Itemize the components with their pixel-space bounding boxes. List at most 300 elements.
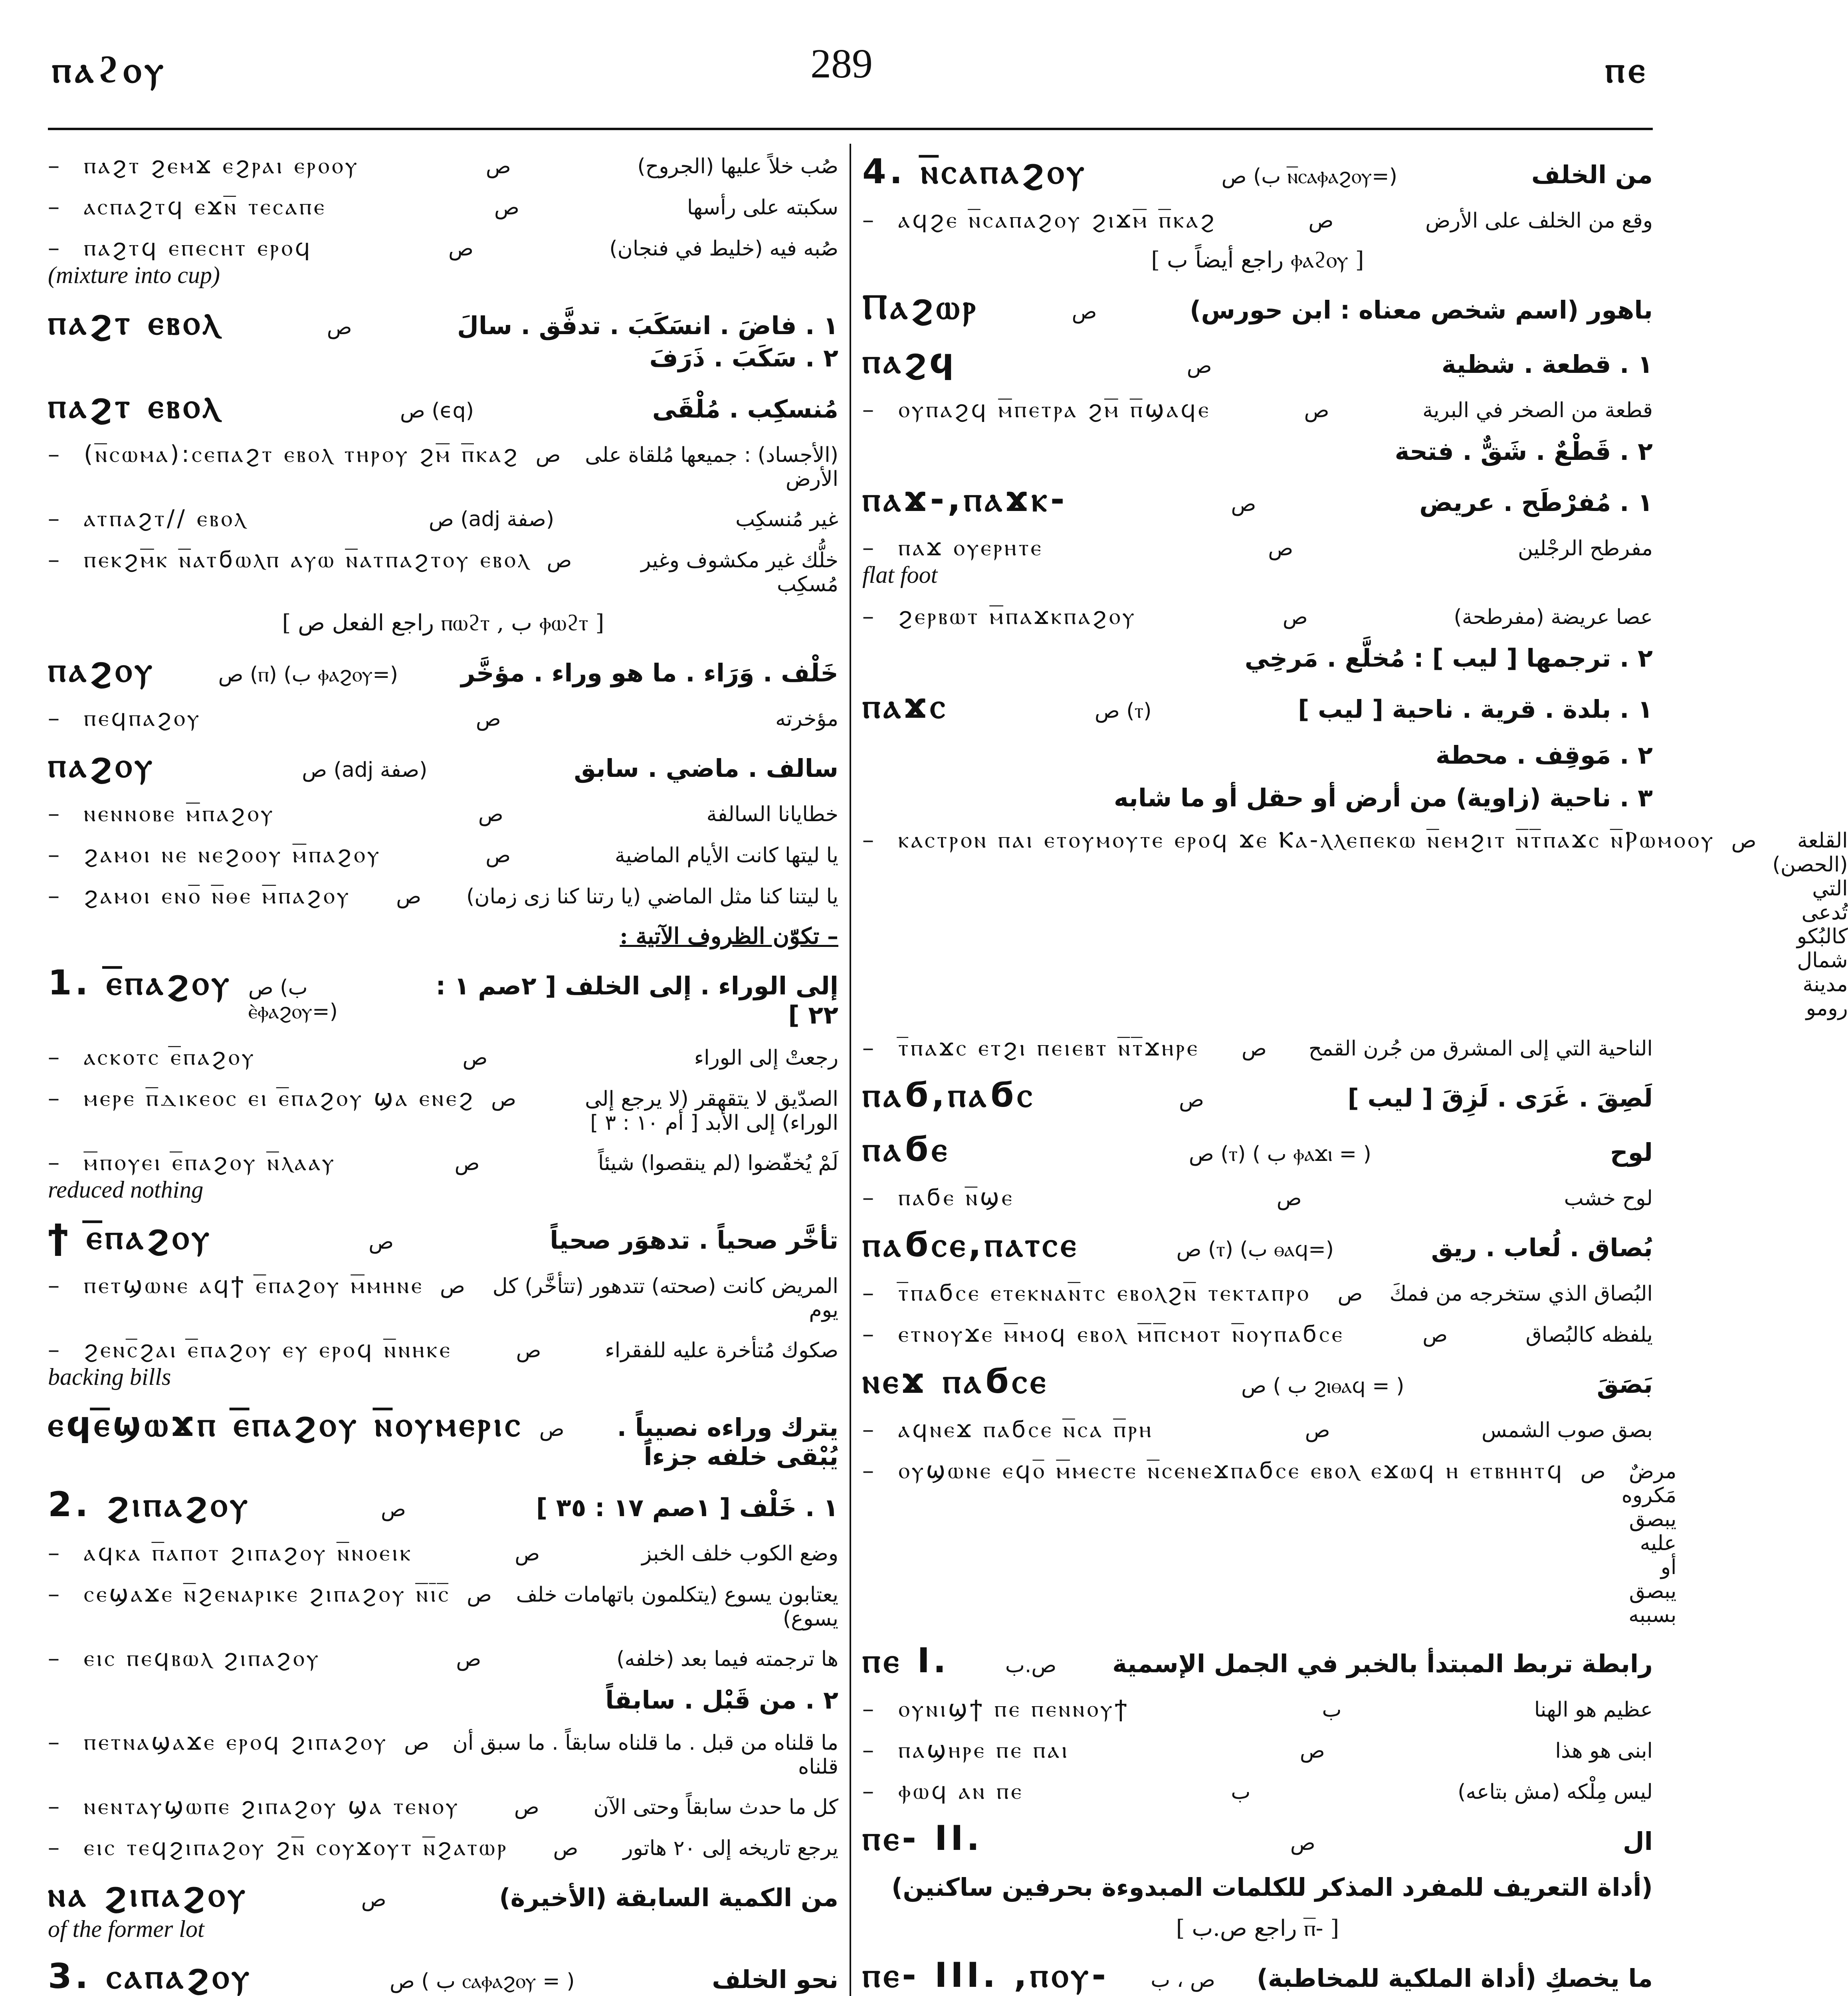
arabic-gloss: صُب خلاً عليها (الجروح): [637, 154, 838, 178]
arabic-gloss: المريض كانت (صحته) تتدهور (تتأخَّر) كل يوم: [492, 1274, 838, 1322]
headword-line: [48, 303, 838, 343]
arabic-gloss: ١ . قطعة . شظية: [1441, 350, 1653, 379]
coptic-text: 3. ⲥⲁⲡⲁϩⲟⲩ: [48, 1956, 253, 1996]
coptic-text: ⲛⲉϫ ⲡⲁϭⲥⲉ: [862, 1361, 1049, 1401]
example-line: [862, 1736, 1653, 1764]
dictionary-entry: [48, 1956, 838, 1996]
dictionary-entry: [48, 1336, 838, 1391]
dialect-tag: ص: [491, 1087, 517, 1111]
dictionary-entry: [48, 546, 838, 596]
dialect-tag: ص: [535, 443, 561, 467]
coptic-text: ⲡⲁϭⲉ: [862, 1129, 950, 1169]
dictionary-entry: [862, 1873, 1653, 1902]
coptic-text: ⲡⲁϩϥ: [862, 341, 957, 381]
dictionary-entry: [48, 303, 838, 372]
dictionary-entry: [862, 1184, 1653, 1211]
headword-line: [862, 1129, 1653, 1170]
dictionary-entry: [862, 1416, 1653, 1443]
coptic-text: – ⲉⲧⲛⲟⲩϫⲉ ⲙ̅ⲙⲟϥ ⲉⲃⲟⲗ ⲙ̅ⲡ̅ⲥⲙⲟⲧ ⲛ̅ⲟⲩⲡⲁϭⲥⲉ: [898, 1320, 1345, 1347]
headword-line: [862, 1955, 1653, 1996]
dictionary-entry: [48, 152, 838, 179]
arabic-gloss: سالف . ماضي . سابق: [574, 754, 838, 783]
coptic-text: 4. ⲛ̅ⲥⲁⲡⲁϩⲟⲩ: [862, 152, 1087, 192]
arabic-gloss: ما يخصكِ (أداة الملكية للمخاطبة): [1256, 1964, 1653, 1993]
dictionary-entry: [48, 963, 838, 1030]
coptic-text: – ⲡⲁϫ ⲟⲩⲉⲣⲏⲧⲉ: [898, 534, 1044, 561]
dialect-tag: ص: [1290, 1831, 1315, 1855]
header-left-headword: ⲡⲁϩⲟⲩ: [52, 48, 168, 91]
arabic-gloss: خلُّك غير مكشوف وغير مُسكِب: [641, 549, 838, 596]
headword-line: [48, 745, 838, 786]
dialect-tag: ص: [514, 1795, 539, 1819]
coptic-text: – ⲁϥⲛⲉϫ ⲡⲁϭⲥⲉ ⲛ̅ⲥⲁ ⲡ̅ⲣⲏ: [898, 1416, 1154, 1443]
dictionary-entry: [862, 437, 1653, 466]
arabic-sense: ٢ . من قَبْل . سابقاً: [605, 1685, 838, 1715]
arabic-gloss: يا ليتها كانت الأيام الماضية: [614, 844, 838, 867]
arabic-sense: ٣ . ناحية (زاوية) من أرض أو حقل أو ما شابه: [1114, 783, 1653, 812]
arabic-gloss: عصا عريضة (مفرطحة): [1454, 605, 1653, 629]
dictionary-entry: [48, 1084, 838, 1135]
headword-line: [862, 287, 1653, 328]
dictionary-entry: [862, 1225, 1653, 1265]
dictionary-entry: [48, 193, 838, 220]
headword-line: [862, 341, 1653, 382]
arabic-gloss: (الأجساد) : جميعها مُلقاة على الأرض: [585, 443, 838, 491]
headword-line: [862, 1225, 1653, 1265]
headword-line: [862, 1641, 1653, 1681]
dictionary-entry: [48, 386, 838, 427]
headword-line: [48, 1956, 838, 1996]
example-line: [862, 1777, 1653, 1805]
dialect-tag: ص: [368, 1230, 394, 1254]
dialect-tag: ص: [456, 1647, 481, 1671]
dialect-tag: ص: [1186, 354, 1212, 378]
dictionary-entry: [48, 841, 838, 868]
dialect-tag: ص: [485, 154, 511, 178]
dictionary-entry: [862, 1075, 1653, 1116]
arabic-gloss: مؤخرته: [775, 707, 838, 731]
dictionary-entry: [862, 741, 1653, 770]
coptic-text: ⲡⲁϭⲥⲉ,ⲡⲁⲧⲥⲉ: [862, 1225, 1079, 1265]
arabic-gloss: غير مُنسكِب: [735, 507, 838, 531]
arabic-gloss: وضع الكوب خلف الخبز: [642, 1542, 838, 1566]
arabic-gloss: يعتابون يسوع (يتكلمون باتهامات خلف يسوع): [516, 1583, 838, 1631]
dialect-tag: ص: [1299, 1739, 1325, 1763]
arabic-gloss: عظيم هو الهنا: [1534, 1698, 1653, 1722]
headword-line: [48, 963, 838, 1030]
arabic-gloss: البُصاق الذي ستخرجه من فمكَ: [1389, 1282, 1653, 1306]
english-gloss: (mixture into cup): [48, 262, 220, 288]
arabic-gloss: ١ . مُفرْطَح . عريض: [1419, 488, 1653, 517]
dialect-tag: ص: [494, 196, 519, 220]
coptic-text: – ⲧ̅ⲡⲁϫⲥ ⲉⲧϩⲓ ⲡⲉⲓⲉⲃⲧ ⲛ̅ⲧ̅ϫⲏⲣⲉ: [898, 1034, 1200, 1061]
coptic-text: ⲡⲉ- III. ,ⲡⲟⲩ-: [862, 1955, 1109, 1995]
example-line: [862, 1695, 1653, 1723]
arabic-gloss: بَصَقَ: [1596, 1370, 1653, 1399]
dialect-tag: ص: [1580, 1459, 1606, 1483]
coptic-text: – ⲉⲓⲥ ⲧⲉϥϩⲓⲡⲁϩⲟⲩ ϩⲛ̅ ⲥⲟⲩϫⲟⲩⲧ ⲛ̅ϩⲁⲧⲱⲣ: [84, 1834, 509, 1861]
dictionary-entry: [862, 534, 1653, 589]
dialect-tag: ص (adj صفة): [428, 507, 555, 531]
arabic-gloss: من الخلف: [1531, 160, 1653, 189]
arabic-gloss: رابطة تربط المبتدأ بالخبر في الجمل الإسمية: [1112, 1649, 1653, 1678]
example-line: [48, 546, 838, 596]
coptic-text: – ⲛⲉⲛⲛⲟⲃⲉ ⲙ̅ⲡⲁϩⲟⲩ: [84, 800, 275, 827]
example-line: [48, 193, 838, 220]
coptic-text: ⲡⲁϩⲧ ⲉⲃⲟⲗ: [48, 303, 222, 343]
arabic-gloss: ما قلناه من قبل . ما قلناه سابقاً . ما سبق أن قلناه: [452, 1731, 838, 1779]
coptic-text: 2. ϩⲓⲡⲁϩⲟⲩ: [48, 1485, 251, 1525]
coptic-text: ⲛⲁ ϩⲓⲡⲁϩⲟⲩ: [48, 1875, 249, 1915]
coptic-text: ⲡⲁϩⲧ ⲉⲃⲟⲗ: [48, 386, 222, 426]
coptic-text: – ⲙ̅ⲡⲟⲩⲉⲓ ⲉ̅ⲡⲁϩⲟⲩ ⲛ̅ⲗⲁⲁⲩ: [84, 1148, 337, 1176]
dialect-tag: ص: [1282, 605, 1308, 629]
example-line: [862, 534, 1653, 561]
coptic-text: – ⲥⲉϣⲁϫⲉ ⲛ̅ϩⲉⲛⲁⲣⲓⲕⲉ ϩⲓⲡⲁϩⲟⲩ ⲛ̅ⲓ̅ⲥ̅: [84, 1580, 451, 1607]
dictionary-entry: [862, 152, 1653, 192]
dictionary-entry: [862, 644, 1653, 673]
dialect-tag: ص: [404, 1731, 430, 1755]
dictionary-entry: [862, 686, 1653, 727]
coptic-text: Ⲡⲁϩⲱⲣ: [862, 287, 979, 327]
coptic-text: – ⲡⲉϥⲡⲁϩⲟⲩ: [84, 704, 202, 731]
dictionary-entry: [862, 1457, 1677, 1627]
dictionary-entry: [862, 396, 1653, 423]
arabic-gloss: رجعتْ إلى الوراء: [694, 1046, 838, 1070]
dictionary-entry: [48, 1539, 838, 1566]
dictionary-entry: [48, 1792, 838, 1820]
dictionary-entry: [862, 1777, 1653, 1805]
example-line: [48, 440, 838, 491]
example-line: [48, 234, 838, 261]
dialect-tag: ص: [327, 315, 352, 339]
header-rule: [48, 128, 1653, 130]
dictionary-entry: [862, 1955, 1653, 1996]
coptic-text: – ⲁϥϩⲉ ⲛ̅ⲥⲁⲡⲁϩⲟⲩ ϩⲓϫⲙ̅ ⲡ̅ⲕⲁϩ: [898, 206, 1217, 233]
coptic-text: – ⲁⲥⲡⲁϩⲧϥ ⲉϫⲛ̅ ⲧⲉⲥⲁⲡⲉ: [84, 193, 327, 220]
example-line: [862, 1320, 1653, 1348]
example-line: [48, 704, 838, 732]
dictionary-entry: [862, 287, 1653, 328]
dialect-tag: ص: [467, 1583, 492, 1607]
page-number: 289: [810, 41, 873, 87]
dictionary-entry: [862, 783, 1653, 812]
arabic-gloss: من الكمية السابقة (الأخيرة): [499, 1883, 838, 1912]
coptic-text: – ⲙⲉⲣⲉ ⲡ̅ⲇⲓⲕⲉⲟⲥ ⲉⲓ ⲉ̅ⲡⲁϩⲟⲩ ϣⲁ ⲉⲛⲉϩ: [84, 1084, 475, 1111]
example-line: [48, 152, 838, 179]
dialect-tag: ص: [381, 1497, 406, 1521]
headword-line: [862, 1361, 1653, 1402]
arabic-gloss: ١ . خَلْف [ ١صم ١٧ : ٣٥ ]: [536, 1493, 838, 1522]
dictionary-entry: [862, 247, 1653, 273]
dictionary-entry: [862, 206, 1653, 234]
dictionary-entry: [48, 505, 838, 532]
dialect-tag: ص.ب: [1005, 1653, 1057, 1677]
coptic-text: – ⲁϥⲕⲁ ⲡ̅ⲁⲡⲟⲧ ϩⲓⲡⲁϩⲟⲩ ⲛ̅ⲛⲟⲉⲓⲕ: [84, 1539, 413, 1566]
english-gloss: backing bills: [48, 1364, 171, 1390]
dictionary-entry: [48, 1580, 838, 1631]
dialect-tag: ص (ⲧ) ( ب ⲫⲁϫⲓ = ): [1188, 1142, 1371, 1166]
dialect-tag: ص: [1242, 1037, 1267, 1061]
coptic-text: – ⲡⲉⲧⲛⲁϣⲁϫⲉ ⲉⲣⲟϥ ϩⲓⲡⲁϩⲟⲩ: [84, 1728, 388, 1755]
dialect-tag: ص: [547, 549, 572, 572]
dictionary-entry: [862, 1818, 1653, 1859]
example-line: [48, 1336, 838, 1363]
coptic-text: – ϩⲉⲛⲥ̅ϩⲁⲓ ⲉ̅ⲡⲁϩⲟⲩ ⲉⲩ ⲉⲣⲟϥ ⲛ̅ⲛⲏⲕⲉ: [84, 1336, 452, 1363]
dictionary-entry: [48, 1404, 838, 1471]
coptic-text: ⲉϥⲉ̅ϣⲱϫⲡ ⲉ̅ⲡⲁϩⲟⲩ ⲛ̅ⲟⲩⲙⲉⲣⲓⲥ: [48, 1404, 523, 1444]
coptic-text: ⲡⲁϩⲟⲩ: [48, 745, 156, 785]
coptic-text: ⲡⲉ- II.: [862, 1818, 983, 1858]
arabic-gloss: بُصاق . لُعاب . ريق: [1431, 1233, 1653, 1262]
dictionary-entry: [48, 800, 838, 827]
example-line: [48, 1084, 838, 1135]
coptic-text: – ⲡⲁϩⲧ ϩⲉⲙϫ ⲉϩⲣⲁⲓ ⲉⲣⲟⲟⲩ: [84, 152, 360, 179]
dialect-tag: ص: [1731, 829, 1757, 853]
dictionary-entry: [48, 650, 838, 691]
dialect-tag: ص: [475, 707, 501, 731]
dictionary-entry: [862, 479, 1653, 520]
dictionary-entry: [862, 1320, 1653, 1348]
example-line: [48, 1580, 838, 1631]
dialect-tag: ص (ϵq): [400, 399, 474, 423]
dialect-tag: ص: [1268, 537, 1293, 560]
headword-line: [48, 1404, 838, 1471]
coptic-text: ⲡⲁϫⲥ: [862, 686, 949, 726]
example-line: [862, 1416, 1653, 1443]
coptic-text: – ⲡⲁϣⲏⲣⲉ ⲡⲉ ⲡⲁⲓ: [898, 1736, 1070, 1763]
arabic-gloss: لوح: [1610, 1138, 1653, 1167]
coptic-text: – ⲡⲁϩⲧϥ ⲉⲡⲉⲥⲏⲧ ⲉⲣⲟϥ: [84, 234, 313, 261]
cross-reference-note: [ راجع أيضاً ب ⲫⲁϩⲟⲩ ]: [1151, 247, 1364, 273]
coptic-text: – ⲡⲁϭⲉ ⲛ̅ϣⲉ: [898, 1184, 1014, 1211]
example-line: [48, 505, 838, 532]
dialect-tag: ص: [440, 1274, 465, 1298]
arabic-gloss: صُبه فيه (خليط في فنجان): [609, 237, 838, 261]
dictionary-entry: [48, 1043, 838, 1071]
coptic-text: – ⲛⲉⲛⲧⲁⲩϣⲱⲡⲉ ϩⲓⲡⲁϩⲟⲩ ϣⲁ ⲧⲉⲛⲟⲩ: [84, 1792, 460, 1820]
example-line: [862, 826, 1848, 1020]
dictionary-entry: [862, 1736, 1653, 1764]
dialect-tag: ص: [1304, 398, 1329, 422]
coptic-text: – ⲧ̅ⲡⲁϭⲥⲉ ⲉⲧⲉⲕⲛⲁⲛ̅ⲧⲥ ⲉⲃⲟⲗϩⲛ̅ ⲧⲉⲕⲧⲁⲡⲣⲟ: [898, 1279, 1311, 1306]
headword-line: [862, 1075, 1653, 1116]
dialect-tag: ص: [462, 1046, 488, 1070]
arabic-gloss: ١ . بلدة . قرية . ناحية [ ليب ]: [1298, 695, 1653, 724]
dictionary-entry: [862, 1695, 1653, 1723]
coptic-text: – ⲁⲥⲕⲟⲧⲥ ⲉ̅ⲡⲁϩⲟⲩ: [84, 1043, 256, 1070]
coptic-text: – ⲡⲉⲕϩⲙ̅ⲕ ⲛ̅ⲁⲧϭⲱⲗⲡ ⲁⲩⲱ ⲛ̅ⲁⲧⲡⲁϩⲧⲟⲩ ⲉⲃⲟⲗ: [84, 546, 531, 573]
coptic-text: ⲡⲁϩⲟⲩ: [48, 650, 156, 690]
left-column: [48, 152, 838, 1996]
dialect-tag: ص: [1179, 1088, 1204, 1112]
dictionary-entry: [48, 440, 838, 491]
coptic-text: – ϩⲁⲙⲟⲓ ⲉⲛⲟ̅ ⲛ̅ⲑⲉ ⲙ̅ⲡⲁϩⲟⲩ: [84, 882, 351, 909]
coptic-text: – ⲟⲩⲛⲓϣϯ ⲡⲉ ⲡⲉⲛⲛⲟⲩϯ: [898, 1695, 1130, 1722]
arabic-gloss: قطعة من الصخر في البرية: [1422, 398, 1653, 422]
coptic-text: ⲡⲁϭ,ⲡⲁϭⲥ: [862, 1075, 1036, 1115]
dialect-tag: ص: [1305, 1418, 1330, 1442]
dialect-tag: ص: [478, 802, 503, 826]
arabic-gloss: مُنسكِب . مُلْقَى: [652, 394, 838, 424]
dictionary-entry: [862, 1279, 1653, 1307]
coptic-text: – ⲟⲩⲡⲁϩϥ ⲙ̅ⲡⲉⲧⲣⲁ ϩⲙ̅ ⲡ̅ϣⲁϥⲉ: [898, 396, 1211, 423]
arabic-gloss: لَصِقَ . غَرَى . لَزِقَ [ ليب ]: [1347, 1083, 1653, 1113]
arabic-gloss: لَمْ يُخفّضوا (لم ينقصوا) شيئاً: [598, 1151, 838, 1175]
example-line: [48, 882, 838, 909]
dialect-tag: ب: [1231, 1780, 1251, 1804]
dictionary-entry: [862, 341, 1653, 382]
arabic-gloss: يرجع تاريخه إلى ٢٠ هاتور: [623, 1836, 838, 1860]
dialect-tag: ص: [361, 1887, 386, 1911]
example-line: [48, 1834, 838, 1861]
example-line: [862, 602, 1653, 630]
example-line: [862, 1034, 1653, 1061]
arabic-gloss: خَلْف . وَرَاء . ما هو وراء . مؤخَّر: [461, 658, 838, 687]
arabic-gloss: بصق صوب الشمس: [1481, 1418, 1653, 1442]
english-gloss: reduced nothing: [48, 1176, 204, 1203]
arabic-gloss: لوح خشب: [1564, 1186, 1653, 1210]
dictionary-entry: [862, 1641, 1653, 1681]
dictionary-entry: [48, 1685, 838, 1715]
arabic-gloss: سكبته على رأسها: [687, 196, 838, 220]
example-line: [48, 1792, 838, 1820]
arabic-gloss: القلعة (الحصن) التي تُدعى كالبُكو شمال مدينة رومو: [1772, 829, 1848, 1020]
dialect-tag: ص: [454, 1151, 480, 1175]
dictionary-entry: [48, 1217, 838, 1258]
coptic-text: – ϩⲉⲣⲃⲱⲧ ⲙ̅ⲡⲁϫⲕⲡⲁϩⲟⲩ: [898, 602, 1137, 630]
dialect-tag: ص (ب ⲛ̅ⲥⲁⲫⲁϩⲟⲩ=): [1221, 164, 1398, 188]
arabic-gloss: الناحية التي إلى المشرق من جُرن القمح: [1308, 1037, 1653, 1061]
coptic-text: – ⲕⲁⲥⲧⲣⲟⲛ ⲡⲁⲓ ⲉⲧⲟⲩⲙⲟⲩⲧⲉ ⲉⲣⲟϥ ϫⲉ Ⲕⲁ-ⲗⲗⲉⲡⲉⲕⲱ ⲛ̅ⲉⲙϩⲓⲧ ⲛ̅ⲧ̅ⲡⲁϫⲥ ⲛ̅Ⲣⲱⲙⲟⲟⲩ: [898, 826, 1715, 853]
dialect-tag: ص: [448, 237, 474, 261]
dictionary-entry: [48, 1728, 838, 1779]
arabic-gloss: صكوك مُتأخرة عليه للفقراء: [605, 1339, 838, 1362]
arabic-gloss: ليس مِلْكه (مش بتاعه): [1458, 1780, 1653, 1804]
dialect-tag: ص ، ب: [1151, 1968, 1215, 1992]
arabic-gloss: ١ . فاضَ . انسَكَبَ . تدفَّق . سالَ: [457, 311, 838, 340]
coptic-text: ⲡⲉ I.: [862, 1641, 949, 1681]
dictionary-entry: [862, 826, 1848, 1020]
example-line: [48, 1271, 838, 1322]
dictionary-entry: [862, 1034, 1653, 1061]
english-gloss: of the former lot: [48, 1916, 204, 1942]
example-line: [862, 1184, 1653, 1211]
dictionary-entry: [862, 1361, 1653, 1402]
dictionary-entry: [48, 1271, 838, 1322]
coptic-text: – ⲟⲩϣⲱⲛⲉ ⲉϥⲟ̅ ⲙ̅ⲙⲉⲥⲧⲉ ⲛ̅ⲥⲉⲛⲉϫⲡⲁϭⲥⲉ ⲉⲃⲟⲗ ⲉϫⲱϥ ⲏ ⲉⲧⲃⲏⲏⲧϥ: [898, 1457, 1565, 1484]
arabic-gloss: ها ترجمته فيما بعد (خلفه): [616, 1647, 838, 1671]
dictionary-entry: [48, 1485, 838, 1525]
arabic-gloss: تأخَّر صحياً . تدهوَر صحياً: [550, 1226, 838, 1255]
dictionary-entry: [48, 610, 838, 636]
dictionary-entry: [48, 1875, 838, 1943]
headword-line: [48, 1875, 838, 1915]
dictionary-entry: [862, 602, 1653, 630]
example-line: [862, 206, 1653, 234]
dialect-tag: ص (ب ⲉ̀ⲫⲁϩⲟⲩ=): [248, 976, 338, 1024]
dictionary-entry: [48, 1834, 838, 1861]
example-line: [862, 1279, 1653, 1307]
arabic-sense: ٢ . قَطْعٌ . شَقٌّ . فتحة: [1394, 437, 1653, 466]
arabic-gloss: نحو الخلف: [712, 1965, 838, 1994]
dictionary-entry: [48, 234, 838, 289]
dialect-tag: ص: [1337, 1282, 1363, 1306]
dialect-tag: ص: [1072, 300, 1097, 324]
dialect-tag: ص: [396, 885, 422, 909]
dialect-tag: ص: [1422, 1323, 1448, 1347]
dictionary-entry: [48, 923, 838, 949]
dialect-tag: ب: [1322, 1698, 1342, 1722]
dictionary-entry: [862, 1915, 1653, 1942]
dialect-tag: ص: [553, 1836, 578, 1860]
dialect-tag: ص (adj صفة): [302, 758, 428, 782]
headword-line: [48, 1485, 838, 1525]
arabic-gloss: خطايانا السالفة: [706, 802, 838, 826]
dictionary-entry: [48, 1644, 838, 1672]
arabic-sense: (أداة التعريف للمفرد المذكر للكلمات المبدوءة بحرفين ساكنين): [891, 1873, 1653, 1902]
headword-line: [862, 686, 1653, 727]
example-line: [862, 1457, 1677, 1627]
arabic-gloss: يترك وراءه نصيباً . يُبْقى خلفه جزءاً: [617, 1413, 838, 1471]
coptic-text: – (ⲛ̅ⲥⲱⲙⲁ):ⲥⲉⲡⲁϩⲧ ⲉⲃⲟⲗ ⲧⲏⲣⲟⲩ ϩⲙ̅ ⲡ̅ⲕⲁϩ: [84, 440, 520, 467]
dialect-tag: ص: [1308, 209, 1334, 233]
dialect-tag: ص (ⲧ): [1094, 699, 1152, 723]
english-gloss: flat foot: [862, 562, 938, 588]
dialect-tag: ص: [1231, 492, 1256, 516]
coptic-text: – ⲫⲱϥ ⲁⲛ ⲡⲉ: [898, 1777, 1024, 1804]
arabic-sense: ٢ . مَوقِف . محطة: [1435, 741, 1653, 770]
cross-reference-note: [ راجع الفعل ص ⲡⲱϩⲧ , ب ⲫⲱϩⲧ ]: [282, 610, 604, 636]
example-line: [48, 800, 838, 827]
coptic-text: 1. ⲉ̅ⲡⲁϩⲟⲩ: [48, 963, 232, 1003]
header-right-headword: ⲡⲉ: [1605, 48, 1649, 91]
dictionary-entry: [48, 704, 838, 732]
arabic-gloss: مفرطح الرجْلين: [1518, 537, 1653, 560]
dictionary-entry: [48, 1148, 838, 1204]
dictionary-entry: [48, 882, 838, 909]
headword-line: [48, 386, 838, 427]
dialect-tag: ص ( ب ⲥⲁⲫⲁϩⲟⲩ = ): [389, 1969, 575, 1993]
coptic-text: – ⲁⲧⲡⲁϩⲧ// ⲉⲃⲟⲗ: [84, 505, 248, 532]
dialect-tag: ص: [539, 1417, 565, 1441]
arabic-gloss: ال: [1622, 1827, 1653, 1856]
dialect-tag: ص: [515, 1542, 540, 1566]
headword-line: [48, 1217, 838, 1258]
arabic-gloss: إلى الوراء . إلى الخلف [ ٢صم ١ : ٢٢ ]: [436, 971, 838, 1030]
dialect-tag: ص: [516, 1339, 541, 1362]
headword-line: [48, 650, 838, 691]
example-line: [48, 841, 838, 868]
dialect-tag: ص: [1276, 1186, 1302, 1210]
example-line: [48, 1148, 838, 1176]
dialect-tag: ص (ⲧ) (ب ⲑⲁϥ=): [1176, 1238, 1334, 1261]
dictionary-entry: [48, 745, 838, 786]
dialect-tag: ص ( ب ϩⲓⲑⲁϥ = ): [1241, 1374, 1404, 1398]
arabic-gloss: ابنى هو هذا: [1555, 1739, 1653, 1763]
arabic-sense: ٢ . ترجمها [ ليب ] : مُخلَّع . مَرخِي: [1244, 644, 1653, 673]
coptic-text: ϯ ⲉ̅ⲡⲁϩⲟⲩ: [48, 1217, 213, 1257]
example-line: [48, 1644, 838, 1672]
headword-line: [862, 1818, 1653, 1859]
dictionary-entry: [862, 1129, 1653, 1170]
arabic-gloss: يا ليتنا كنا مثل الماضي (يا رتنا كنا زى زمان): [466, 885, 838, 909]
right-column: [862, 152, 1848, 1996]
dialect-tag: ص (ⲡ) (ب ⲫⲁϩⲟⲩ=): [218, 663, 398, 687]
page-header: [0, 0, 1701, 144]
arabic-gloss: باهور (اسم شخص معناه : ابن حورس): [1190, 295, 1653, 325]
arabic-gloss: مرضٌ مَكروه يبصق عليه أو يبصق بسببه: [1621, 1459, 1677, 1627]
